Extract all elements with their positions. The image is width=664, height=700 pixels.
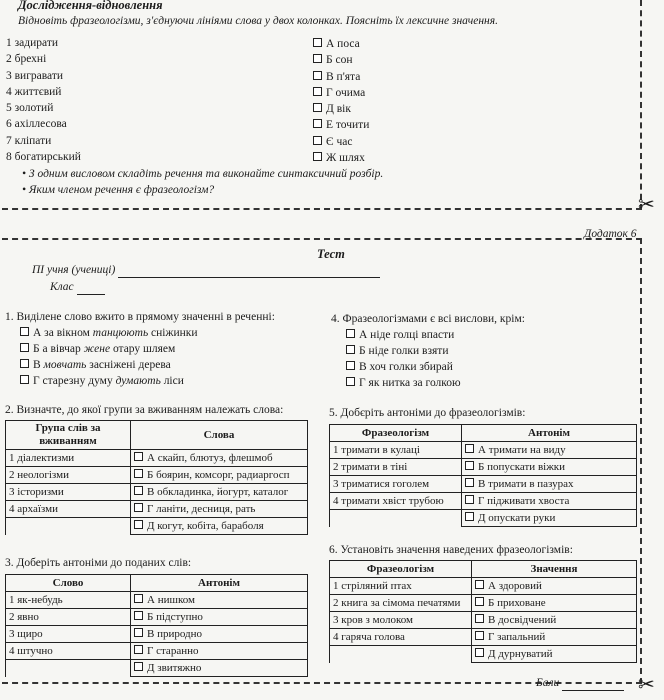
table-left-cell: 1 діалектизми	[6, 450, 131, 467]
table-row	[330, 612, 637, 629]
score-field[interactable]: Бали	[536, 676, 624, 691]
research-right-label: В п'ята	[326, 70, 361, 83]
table-row	[330, 476, 637, 493]
table-header-cell: Група слів за вживанням	[6, 421, 131, 450]
checkbox[interactable]	[20, 359, 29, 368]
checkbox[interactable]	[313, 87, 322, 96]
research-right-column	[313, 37, 369, 167]
checkbox[interactable]	[475, 614, 484, 623]
table-right-label: Д когут, кобіта, бараболя	[147, 519, 264, 532]
q1-option-pre: А за вікном	[33, 327, 93, 339]
q4-option-label: Г як нитка за голкою	[359, 377, 461, 389]
research-right-label: А поса	[326, 38, 360, 50]
table-left-cell: 3 щиро	[6, 626, 131, 643]
table-right-cell[interactable]	[462, 459, 637, 476]
checkbox[interactable]	[465, 461, 474, 470]
table-row	[330, 442, 637, 459]
checkbox[interactable]	[313, 136, 322, 145]
table-left-cell	[6, 660, 131, 677]
checkbox[interactable]	[20, 343, 29, 352]
q4-option[interactable]	[346, 328, 461, 344]
checkbox[interactable]	[134, 645, 143, 654]
table-right-label: В природно	[147, 627, 203, 640]
research-title: Дослідження-відновлення	[18, 0, 163, 12]
table-row	[6, 450, 308, 467]
checkbox[interactable]	[313, 71, 322, 80]
q1-option-post: засніжені дерева	[86, 359, 171, 371]
q1-option-pre: Г старезну думу	[33, 375, 116, 387]
table-header-cell: Слова	[131, 421, 308, 450]
table-right-label: Б підступно	[147, 610, 203, 623]
checkbox[interactable]	[475, 648, 484, 657]
research-left-item: 5 золотий	[6, 102, 54, 115]
q1-option[interactable]	[20, 342, 198, 358]
table-row	[330, 629, 637, 646]
table-left-cell	[330, 646, 472, 663]
table-row	[330, 646, 637, 663]
table-left-cell: 4 гаряча голова	[330, 629, 472, 646]
research-right-label: Д вік	[326, 103, 351, 116]
q1-option-keyword: жене	[83, 343, 111, 355]
table-header-cell: Слово	[6, 575, 131, 592]
table-header-row	[330, 561, 637, 578]
table-header-cell: Антонім	[131, 575, 308, 592]
checkbox[interactable]	[346, 329, 355, 338]
table-right-cell[interactable]	[131, 450, 308, 467]
q4-option[interactable]	[346, 344, 461, 360]
checkbox[interactable]	[313, 38, 322, 47]
research-right-label: Е точити	[326, 119, 370, 132]
table-right-cell[interactable]	[472, 629, 637, 646]
checkbox[interactable]	[346, 345, 355, 354]
research-left-item: 1 задирати	[6, 37, 59, 49]
q1-option-post: ліси	[160, 375, 184, 387]
table-row	[330, 510, 637, 527]
table-header-row	[6, 421, 308, 450]
research-right-label: Є час	[326, 135, 353, 148]
research-right-label: Г очима	[326, 86, 366, 99]
table-right-cell[interactable]	[131, 626, 308, 643]
table-right-label: А нишком	[147, 593, 195, 606]
research-instruction: Відновіть фразеологізми, з'єднуючи лініями слова у двох колонках. Поясніть їх лексичне значення.	[18, 15, 498, 27]
table-left-cell: 2 книга за сімома печатями	[330, 595, 472, 612]
table-row	[330, 493, 637, 510]
table-right-label: А тримати на виду	[478, 443, 566, 456]
research-right-item	[313, 118, 369, 134]
table-right-cell[interactable]	[462, 442, 637, 459]
q1-option-keyword: мовчать	[43, 359, 87, 371]
q1-option[interactable]	[20, 326, 198, 342]
table-row	[330, 578, 637, 595]
research-left-item: 6 ахіллесова	[6, 118, 67, 131]
table-left-cell: 3 триматися гоголем	[330, 476, 462, 493]
checkbox[interactable]	[475, 580, 484, 589]
research-right-label: Ж шлях	[326, 152, 365, 165]
name-field[interactable]: ПІ учня (учениці)	[32, 263, 380, 278]
q4-option-label: А ніде голці впасти	[359, 329, 455, 341]
table-left-cell: 1 стріляний птах	[330, 578, 472, 595]
checkbox[interactable]	[313, 119, 322, 128]
table-row	[6, 592, 308, 609]
q6-table	[329, 560, 637, 663]
table-right-label: Д звитяжно	[147, 661, 202, 674]
research-task-1: • З одним висловом складіть речення та виконайте синтаксичний розбір.	[22, 168, 384, 180]
research-right-item	[313, 135, 369, 151]
table-right-cell[interactable]	[131, 643, 308, 660]
table-left-cell: 2 тримати в тіні	[330, 459, 462, 476]
table-right-cell[interactable]	[462, 476, 637, 493]
research-right-label: Б сон	[326, 54, 353, 67]
table-right-cell[interactable]	[472, 595, 637, 612]
checkbox[interactable]	[465, 512, 474, 521]
table-right-cell[interactable]	[131, 501, 308, 518]
q3-title: 3. Доберіть антоніми до поданих слів:	[5, 557, 192, 569]
table-right-label: А скайп, блютуз, флешмоб	[147, 451, 273, 464]
checkbox[interactable]	[134, 452, 143, 461]
table-right-label: Г ланіти, десниця, рать	[147, 502, 256, 515]
class-blank[interactable]	[77, 294, 105, 295]
table-row	[6, 467, 308, 484]
table-right-label: Д опускати руки	[478, 511, 556, 524]
q1-option-post: сніжинки	[148, 327, 198, 339]
table-row	[330, 459, 637, 476]
table-left-cell: 3 історизми	[6, 484, 131, 501]
table-right-label: Б приховане	[488, 596, 546, 609]
research-right-item	[313, 151, 369, 167]
q1-option-pre: В	[33, 359, 44, 371]
table-right-cell[interactable]	[472, 578, 637, 595]
table-right-cell[interactable]	[131, 467, 308, 484]
table-right-cell[interactable]	[472, 646, 637, 663]
q1-options	[20, 326, 198, 390]
table-left-cell: 1 як-небудь	[6, 592, 131, 609]
research-left-item: 2 брехні	[6, 53, 47, 66]
scissors-icon: ✂	[638, 672, 655, 696]
q1-option-pre: Б а вівчар	[33, 343, 84, 355]
table-row	[330, 595, 637, 612]
table-left-cell: 3 кров з молоком	[330, 612, 472, 629]
q4-title: 4. Фразеологізмами є всі вислови, крім:	[331, 313, 525, 325]
research-left-item: 3 вигравати	[6, 69, 64, 82]
table-header-cell: Значення	[472, 561, 637, 578]
table-left-cell: 1 тримати в кулаці	[330, 442, 462, 459]
table-left-cell: 4 тримати хвіст трубою	[330, 493, 462, 510]
q1-title: 1. Виділене слово вжито в прямому значенні в реченні:	[5, 311, 275, 323]
table-row	[6, 643, 308, 660]
table-right-label: Г старанно	[147, 644, 199, 657]
table-right-cell[interactable]	[131, 592, 308, 609]
q6-title: 6. Установіть значення наведених фразеологізмів:	[329, 544, 573, 556]
q1-option-keyword: думають	[115, 375, 161, 387]
checkbox[interactable]	[313, 103, 322, 112]
checkbox[interactable]	[134, 469, 143, 478]
table-header-cell: Фразеологізм	[330, 561, 472, 578]
checkbox[interactable]	[313, 152, 322, 161]
checkbox[interactable]	[346, 361, 355, 370]
research-right-item	[313, 37, 369, 53]
table-right-label: Г підживати хвоста	[478, 494, 570, 507]
q4-option[interactable]	[346, 376, 461, 392]
checkbox[interactable]	[313, 54, 322, 63]
q1-option[interactable]	[20, 358, 198, 374]
test-title: Тест	[317, 247, 345, 261]
table-header-cell: Фразеологізм	[330, 425, 462, 442]
table-right-label: Б боярин, комсорг, радиаргосп	[147, 468, 290, 481]
checkbox[interactable]	[134, 520, 143, 529]
research-right-item	[313, 70, 369, 86]
q3-table	[5, 574, 308, 677]
table-right-label: В досвідчений	[488, 613, 557, 626]
checkbox[interactable]	[134, 662, 143, 671]
table-right-cell[interactable]	[472, 612, 637, 629]
table-left-cell: 4 архаїзми	[6, 501, 131, 518]
checkbox[interactable]	[465, 495, 474, 504]
research-left-item: 7 кліпати	[6, 134, 52, 147]
checkbox[interactable]	[346, 377, 355, 386]
checkbox[interactable]	[20, 327, 29, 336]
research-task-2: • Яким членом речення є фразеологізм?	[22, 184, 215, 196]
research-right-item	[313, 53, 369, 69]
checkbox[interactable]	[134, 628, 143, 637]
table-right-cell[interactable]	[462, 493, 637, 510]
table-left-cell: 2 неологізми	[6, 467, 131, 484]
table-right-cell[interactable]	[131, 484, 308, 501]
checkbox[interactable]	[134, 503, 143, 512]
q5-title: 5. Добєріть антоніми до фразеологізмів:	[329, 407, 526, 419]
table-right-label: Б попускати віжки	[478, 460, 566, 473]
table-right-cell[interactable]	[462, 510, 637, 527]
scissors-icon: ✂	[638, 192, 655, 216]
q1-option-post: отару шляем	[110, 343, 176, 355]
q5-table	[329, 424, 637, 527]
table-left-cell: 4 штучно	[6, 643, 131, 660]
research-left-column	[6, 36, 81, 166]
table-left-cell: 2 явно	[6, 609, 131, 626]
research-left-item: 4 життєвий	[6, 85, 62, 98]
checkbox[interactable]	[465, 478, 474, 487]
q2-table	[5, 420, 308, 535]
table-right-label: В обкладинка, йогурт, каталог	[147, 485, 289, 498]
table-right-cell[interactable]	[131, 609, 308, 626]
table-row	[6, 518, 308, 535]
q4-option-label: В хоч голки збирай	[359, 361, 453, 373]
name-blank[interactable]	[118, 277, 380, 278]
table-right-label: Д дурнуватий	[488, 647, 553, 660]
checkbox[interactable]	[20, 375, 29, 384]
checkbox[interactable]	[134, 611, 143, 620]
table-left-cell	[330, 510, 462, 527]
q4-option-label: Б ніде голки взяти	[359, 345, 449, 357]
table-right-label: Г запальний	[488, 630, 546, 643]
checkbox[interactable]	[475, 597, 484, 606]
score-blank[interactable]	[562, 690, 624, 691]
table-left-cell	[6, 518, 131, 535]
q4-option[interactable]	[346, 360, 461, 376]
table-header-row	[330, 425, 637, 442]
table-right-label: А здоровий	[488, 579, 542, 592]
checkbox[interactable]	[475, 631, 484, 640]
table-right-cell[interactable]	[131, 518, 308, 535]
class-field[interactable]: Клас	[50, 280, 105, 295]
research-right-item	[313, 102, 369, 118]
table-header-cell: Антонім	[462, 425, 637, 442]
research-left-item: 8 богатирський	[6, 151, 81, 164]
q1-option-keyword: танцюють	[92, 327, 149, 339]
checkbox[interactable]	[134, 594, 143, 603]
table-row	[6, 660, 308, 677]
q4-options	[346, 328, 461, 392]
table-right-cell[interactable]	[131, 660, 308, 677]
table-row	[6, 501, 308, 518]
appendix-label: Додаток 6	[584, 228, 637, 240]
table-row	[6, 626, 308, 643]
table-row	[6, 609, 308, 626]
checkbox[interactable]	[134, 486, 143, 495]
table-right-label: В тримати в пазурах	[478, 477, 574, 490]
q2-title: 2. Визначте, до якої групи за вживанням належать слова:	[5, 404, 284, 416]
q1-option[interactable]	[20, 374, 198, 390]
table-row	[6, 484, 308, 501]
table-header-row	[6, 575, 308, 592]
checkbox[interactable]	[465, 444, 474, 453]
research-right-item	[313, 86, 369, 102]
